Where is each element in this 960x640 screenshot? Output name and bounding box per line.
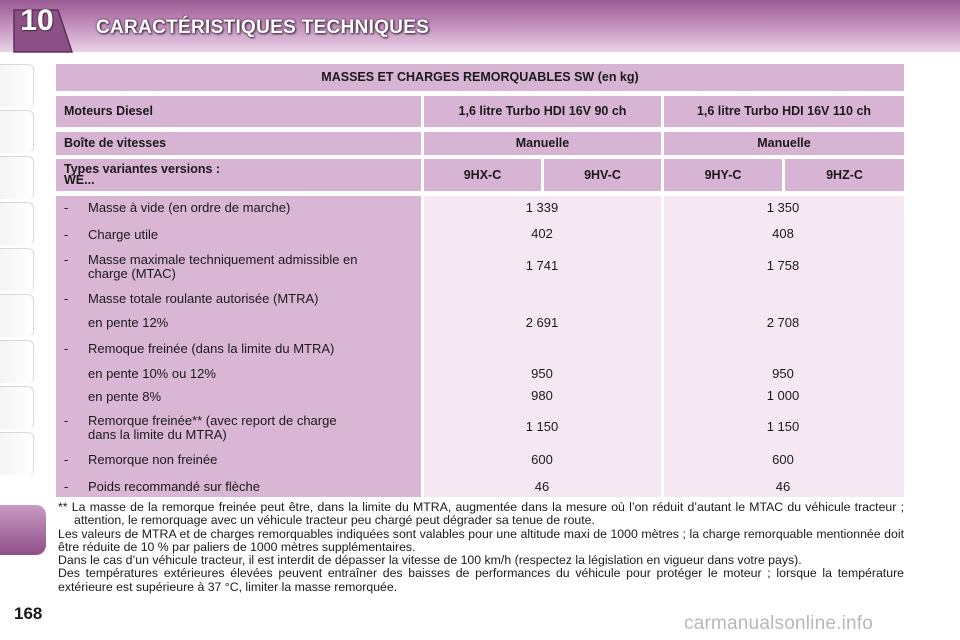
row-value-90: 950	[531, 366, 553, 381]
row-value-110: 950	[772, 366, 794, 381]
row-bullet: -	[64, 227, 69, 242]
types-label	[56, 159, 421, 191]
row-value-90: 1 741	[525, 258, 559, 273]
type-9hz-c: 9HZ-C	[785, 159, 904, 191]
row-label-line2: charge (MTAC)	[88, 266, 176, 281]
row-bullet: -	[64, 341, 69, 356]
side-tab[interactable]	[0, 202, 34, 245]
page-title: CARACTÉRISTIQUES TECHNIQUES	[96, 17, 430, 38]
note-altitude: Les valeurs de MTRA et de charges remorquables indiquées sont valables pour une altitude maxi de 1000 mètres ; la charge remorquable mentionnée doit être réduite de 10 % par paliers de 1000 mètres supplémentaires.	[58, 526, 904, 554]
types-label-line2: WE...	[64, 173, 95, 187]
row-label-line1: Masse maximale techniquement admissible en	[88, 252, 358, 267]
side-tab[interactable]	[0, 156, 34, 199]
row-label	[88, 414, 414, 442]
row-bullet: -	[64, 291, 69, 306]
engine-label: Moteurs Diesel	[56, 96, 421, 127]
row-value-90: 1 339	[525, 200, 559, 215]
row-label: en pente 10% ou 12%	[88, 366, 216, 381]
side-tab-active[interactable]	[0, 505, 46, 555]
row-value-110: 1 000	[766, 388, 800, 403]
row-label: en pente 8%	[88, 389, 162, 404]
row-value-110: 1 350	[766, 200, 800, 215]
row-value-90: 402	[531, 226, 553, 241]
row-bullet: -	[64, 200, 69, 215]
row-label: en pente 12%	[88, 315, 169, 330]
row-value-110: 46	[775, 479, 791, 494]
row-value-90: 1 150	[525, 419, 559, 434]
row-value-110: 2 708	[766, 315, 800, 330]
row-value-90: 600	[531, 452, 553, 467]
side-tab[interactable]	[0, 110, 34, 153]
side-tab[interactable]	[0, 386, 34, 429]
type-9hv-c: 9HV-C	[544, 159, 661, 191]
row-bullet: -	[64, 252, 69, 267]
note-speed: Dans le cas d’un véhicule tracteur, il est interdit de dépasser la vitesse de 100 km/h (respectez la législation en vigueur dans votre pays).	[58, 553, 802, 568]
row-value-110: 408	[772, 226, 794, 241]
row-value-110: 1 758	[766, 258, 800, 273]
row-label: Charge utile	[88, 227, 159, 242]
row-label-line1: Remorque freinée** (avec report de charge	[88, 413, 337, 428]
side-tab[interactable]	[0, 294, 34, 337]
table-title: MASSES ET CHARGES REMORQUABLES SW (en kg)	[56, 64, 904, 91]
table-body-divider	[661, 196, 664, 497]
watermark: carmanualsonline.info	[684, 613, 874, 634]
types-label-line1: Types variantes versions :	[64, 162, 221, 176]
row-label-line2: dans la limite du MTRA)	[88, 427, 227, 442]
footnote: ** La masse de la remorque freinée peut être, dans la limite du MTRA, augmentée dans la mesure où l’on réduit d’autant le MTAC du véhicule tracteur ; attention, le remorquage avec un véhicule tracteur peu chargé peut dégrader sa tenue de route.	[58, 500, 904, 528]
row-value-110: 1 150	[766, 419, 800, 434]
row-label	[88, 253, 414, 281]
note-temperature: Des températures extérieures élevées peuvent entraîner des baisses de performances du véhicule pour protéger le moteur ; lorsque la température extérieure est supérieure à 37 °C, limiter la masse remorquée.	[58, 566, 904, 594]
row-label: Remoque freinée (dans la limite du MTRA)	[88, 341, 335, 356]
row-label: Poids recommandé sur flèche	[88, 479, 260, 494]
gearbox-2: Manuelle	[664, 132, 904, 155]
type-9hx-c: 9HX-C	[424, 159, 541, 191]
row-label: Remorque non freinée	[88, 452, 218, 467]
row-bullet: -	[64, 413, 69, 428]
row-value-90: 2 691	[525, 315, 559, 330]
engine-110: 1,6 litre Turbo HDI 16V 110 ch	[664, 96, 904, 127]
table-body-values	[424, 196, 904, 497]
gearbox-label: Boîte de vitesses	[56, 132, 421, 155]
gearbox-1: Manuelle	[424, 132, 661, 155]
row-label: Masse totale roulante autorisée (MTRA)	[88, 291, 319, 306]
type-9hy-c: 9HY-C	[664, 159, 782, 191]
side-tab[interactable]	[0, 432, 34, 475]
chapter-number: 10	[20, 4, 54, 37]
row-bullet: -	[64, 452, 69, 467]
row-value-90: 980	[531, 388, 553, 403]
notes	[58, 501, 904, 594]
side-tab[interactable]	[0, 340, 34, 383]
row-value-110: 600	[772, 452, 794, 467]
engine-90: 1,6 litre Turbo HDI 16V 90 ch	[424, 96, 661, 127]
side-tab[interactable]	[0, 64, 34, 107]
row-bullet: -	[64, 479, 69, 494]
page-number: 168	[14, 604, 43, 623]
row-value-90: 46	[534, 479, 550, 494]
row-label: Masse à vide (en ordre de marche)	[88, 200, 291, 215]
side-tab[interactable]	[0, 248, 34, 291]
